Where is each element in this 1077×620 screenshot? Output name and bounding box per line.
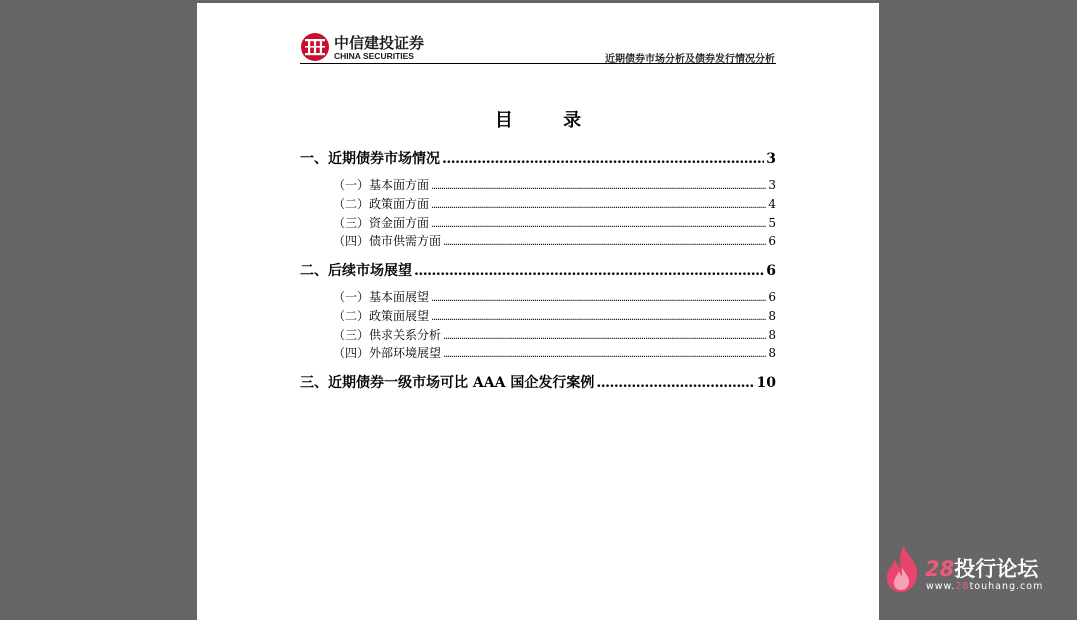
toc-entry-section[interactable] (333, 195, 776, 212)
toc-entry-chapter[interactable] (300, 260, 776, 280)
toc-dot-leader (443, 234, 766, 248)
toc-entry-section[interactable] (333, 344, 776, 361)
toc-dot-leader (431, 290, 766, 304)
toc-entry-label: （三）资金面方面 (333, 216, 430, 230)
watermark-url-highlight: 28 (955, 581, 970, 592)
toc-heading: 目 录 (494, 110, 604, 131)
watermark-number: 28 (925, 557, 955, 581)
toc-entry-section[interactable] (333, 232, 776, 249)
toc-entry-label: （二）政策面方面 (333, 197, 430, 211)
toc-page-number: 6 (768, 234, 776, 248)
watermark-url-suffix: touhang.com (969, 581, 1044, 592)
toc-entry-chapter[interactable] (300, 372, 776, 392)
toc-entry-label: （四）债市供需方面 (333, 234, 442, 248)
toc-page-number: 5 (768, 216, 776, 230)
toc-entry-label: 三、近期债券一级市场可比 AAA 国企发行案例 (300, 375, 595, 391)
toc-entry-label: （二）政策面展望 (333, 309, 430, 323)
toc-dot-leader (431, 197, 766, 211)
watermark-name: 投行论坛 (954, 557, 1039, 581)
company-logo (300, 32, 426, 64)
document-page (197, 3, 879, 620)
toc-entry-label: 二、后续市场展望 (300, 263, 412, 279)
citic-logo-icon (300, 32, 330, 62)
toc-dot-leader (596, 375, 754, 391)
toc-entry-label: （一）基本面展望 (333, 290, 430, 304)
toc-entry-section[interactable] (333, 326, 776, 343)
toc-entry-section[interactable] (333, 288, 776, 305)
toc-entry-section[interactable] (333, 307, 776, 324)
toc-dot-leader (431, 216, 766, 230)
toc-page-number: 6 (766, 263, 776, 279)
toc-page-number: 8 (768, 309, 776, 323)
toc-entry-chapter[interactable] (300, 148, 776, 168)
toc-dot-leader (443, 328, 766, 342)
watermark-title (925, 553, 1038, 583)
report-title: 近期债券市场分析及债券发行情况分析 (605, 54, 775, 65)
toc-page-number: 3 (766, 151, 776, 167)
logo-chinese-name: 中信建投证券 (334, 34, 425, 52)
toc-entry-label: 一、近期债券市场情况 (300, 151, 440, 167)
toc-entry-section[interactable] (333, 176, 776, 193)
toc-page-number: 3 (768, 178, 776, 192)
toc-page-number: 8 (768, 328, 776, 342)
toc-page-number: 4 (768, 197, 776, 211)
toc-entry-label: （四）外部环境展望 (333, 346, 442, 360)
toc-entry-label: （一）基本面方面 (333, 178, 430, 192)
watermark-url (926, 581, 1043, 592)
logo-english-name: CHINA SECURITIES (334, 51, 414, 61)
toc-page-number: 10 (756, 375, 776, 391)
toc-dot-leader (442, 151, 764, 167)
toc-page-number: 6 (768, 290, 776, 304)
toc-dot-leader (431, 309, 766, 323)
toc-entry-label: （三）供求关系分析 (333, 328, 442, 342)
header-divider (300, 63, 776, 64)
toc-dot-leader (414, 263, 764, 279)
toc-page-number: 8 (768, 346, 776, 360)
toc-dot-leader (443, 346, 766, 360)
forum-watermark (884, 545, 1064, 595)
toc-dot-leader (431, 178, 766, 192)
watermark-url-prefix: www. (926, 581, 956, 592)
toc-entry-section[interactable] (333, 214, 776, 231)
flame-icon (884, 545, 920, 593)
